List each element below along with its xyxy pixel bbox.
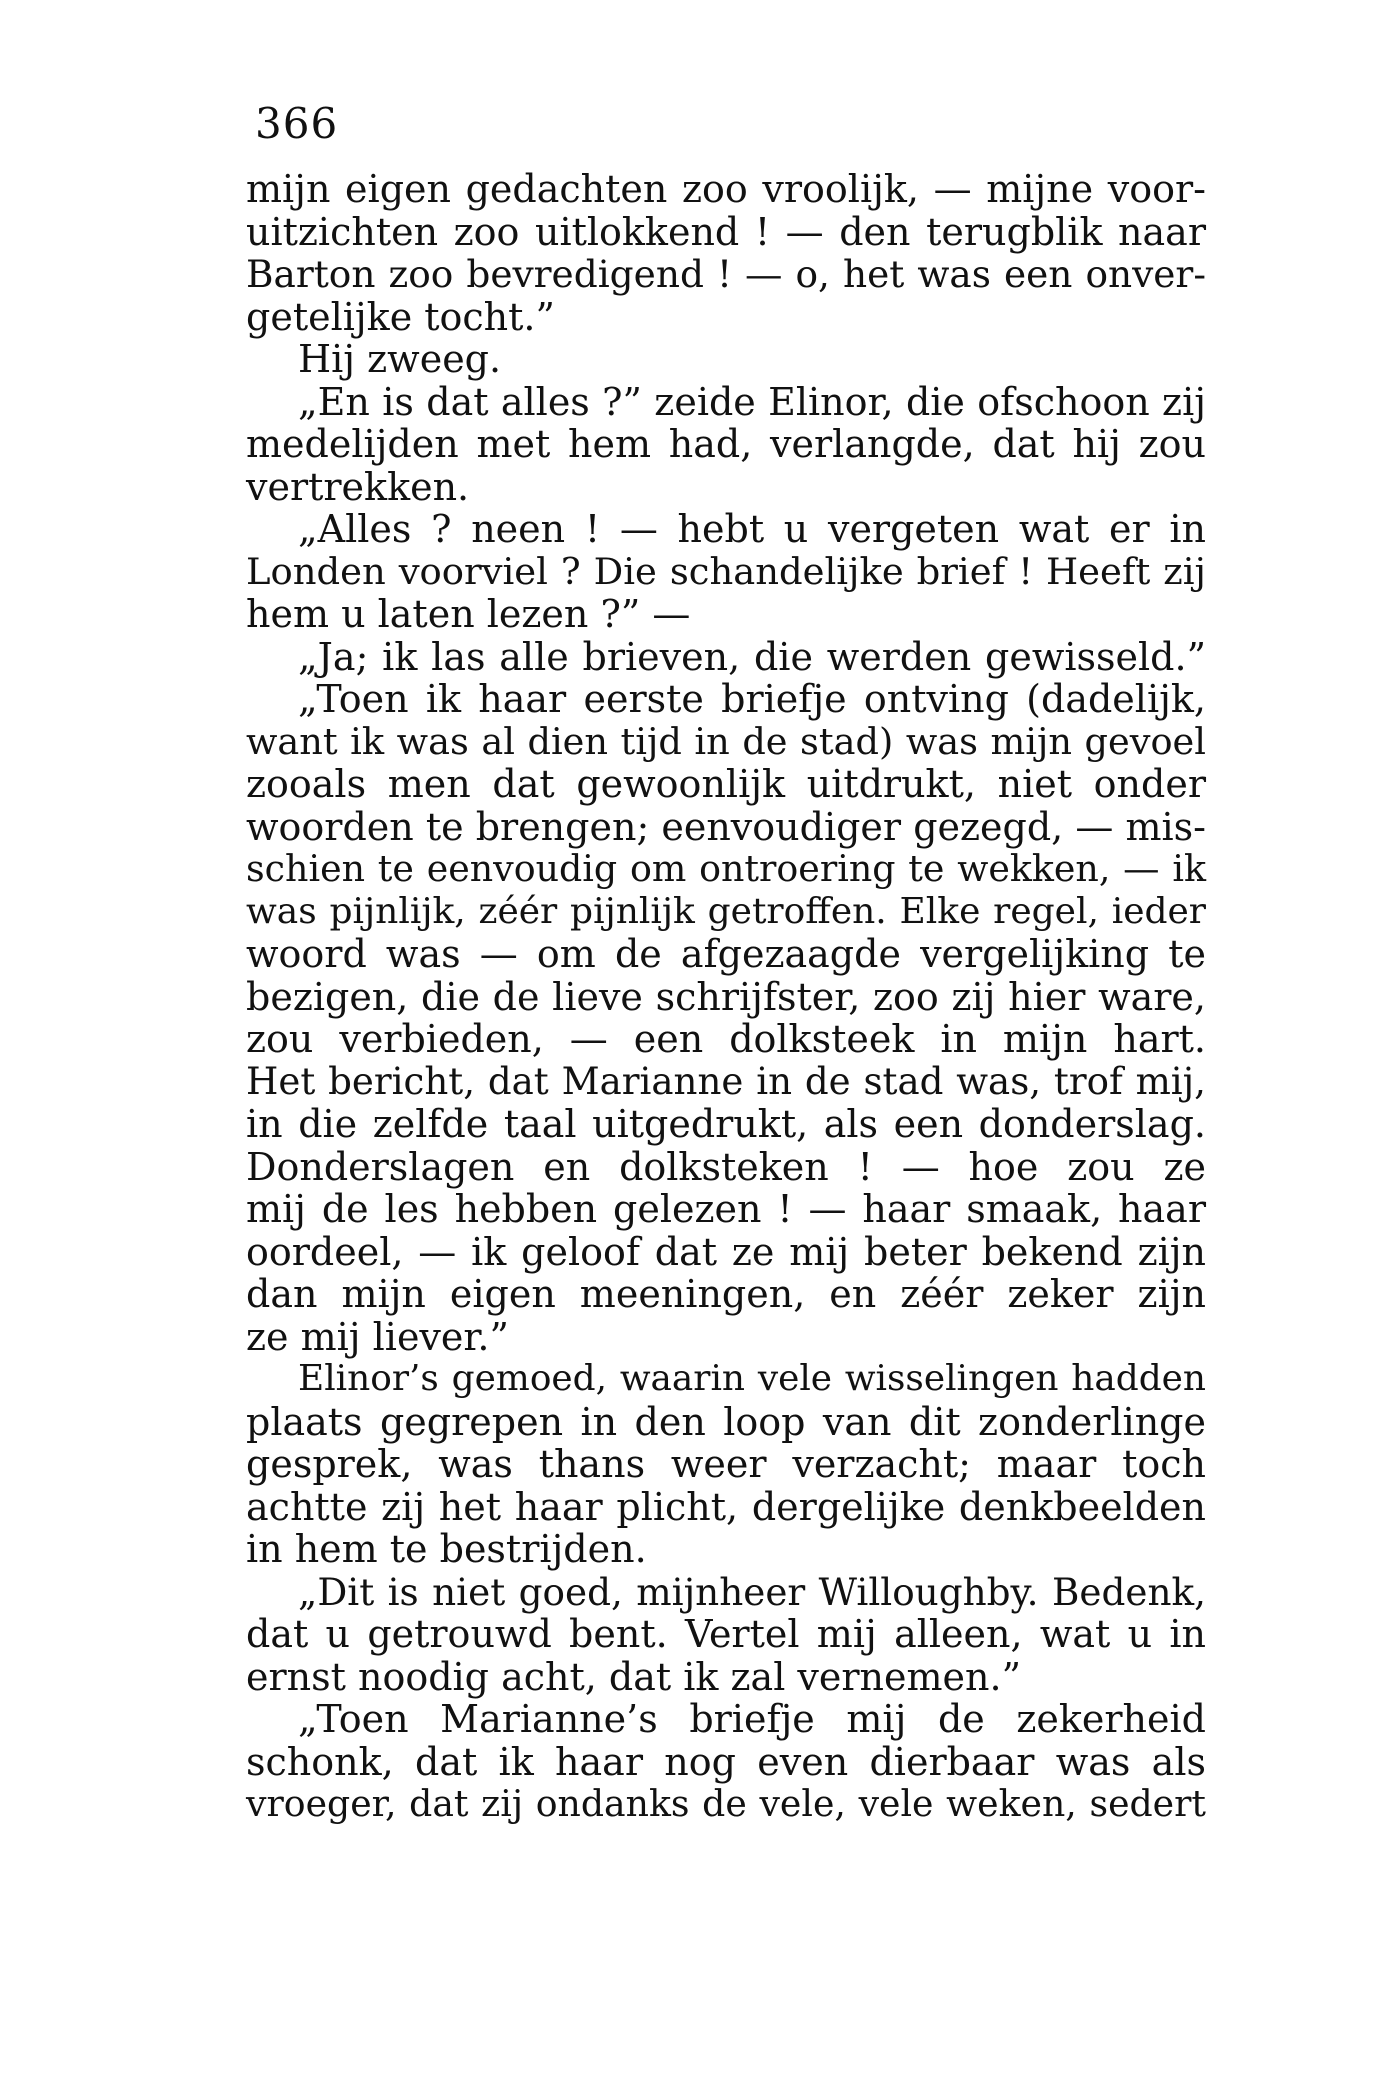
text-line: mij de les hebben gelezen ! — haar smaak, haar <box>246 1187 1206 1231</box>
text-line: uitzichten zoo uitlokkend ! — den terugblik naar <box>246 209 1206 254</box>
text-line: achtte zij het haar plicht, dergelijke denkbeelden <box>246 1484 1206 1529</box>
text-line: gesprek, was thans weer verzacht; maar toch <box>246 1442 1206 1486</box>
text-line: „Dit is niet goed, mijnheer Willoughby. Bedenk, <box>298 1569 1206 1614</box>
text-line: Barton zoo bevredigend ! — o, het was een onver- <box>246 252 1206 296</box>
text-line: „Alles ? neen ! — hebt u vergeten wat er in <box>298 507 1206 551</box>
text-line: vertrekken. <box>246 464 470 509</box>
body-text <box>246 168 1206 1826</box>
text-line: plaats gegrepen in den loop van dit zonderlinge <box>246 1399 1206 1444</box>
text-line: „Ja; ik las alle brieven, die werden gewisseld.” <box>298 634 1206 679</box>
text-line: Het bericht, dat Marianne in de stad was, trof mij, <box>246 1059 1206 1103</box>
text-line: hem u laten lezen ?” — <box>246 592 691 636</box>
text-line: in die zelfde taal uitgedrukt, als een donderslag. <box>246 1102 1206 1146</box>
text-line: dat u getrouwd bent. Vertel mij alleen, wat u in <box>246 1612 1206 1656</box>
text-line: ze mij liever.” <box>246 1314 509 1359</box>
page-number: 366 <box>255 99 339 148</box>
text-line: was pijnlijk, zéér pijnlijk getroffen. Elke regel, ieder <box>246 890 1206 932</box>
text-line: vroeger, dat zij ondanks de vele, vele weken, sedert <box>246 1782 1206 1825</box>
text-line: mijn eigen gedachten zoo vroolijk, — mijne voor- <box>246 167 1206 211</box>
text-line: zooals men dat gewoonlijk uitdrukt, niet onder <box>246 762 1206 806</box>
text-line: getelijke tocht.” <box>246 294 555 339</box>
text-line: „Toen ik haar eerste briefje ontving (dadelijk, <box>298 677 1206 721</box>
text-line: ernst noodig acht, dat ik zal vernemen.” <box>246 1654 1022 1699</box>
text-line: woord was — om de afgezaagde vergelijking te <box>246 932 1206 976</box>
text-line: woorden te brengen; eenvoudiger gezegd, — mis- <box>246 804 1206 849</box>
text-line: oordeel, — ik geloof dat ze mij beter bekend zijn <box>246 1229 1206 1274</box>
text-line: Londen voorviel ? Die schandelijke brief ! Heeft zij <box>246 549 1206 593</box>
text-line: want ik was al dien tijd in de stad) was mijn gevoel <box>246 719 1206 763</box>
text-line: bezigen, die de lieve schrijfster, zoo zij hier ware, <box>246 974 1206 1019</box>
text-line: schien te eenvoudig om ontroering te wekken, — ik <box>246 847 1206 890</box>
text-line: zou verbieden, — een dolksteek in mijn hart. <box>246 1017 1206 1061</box>
text-line: Hij zweeg. <box>298 337 502 381</box>
text-line: medelijden met hem had, verlangde, dat hij zou <box>246 422 1206 466</box>
text-line: „Toen Marianne’s briefje mij de zekerheid <box>298 1697 1206 1741</box>
text-line: Elinor’s gemoed, waarin vele wisselingen hadden <box>298 1358 1206 1399</box>
text-line: Donderslagen en dolksteken ! — hoe zou ze <box>246 1144 1206 1189</box>
text-line: dan mijn eigen meeningen, en zéér zeker zijn <box>246 1272 1206 1316</box>
text-line: schonk, dat ik haar nog even dierbaar was als <box>246 1739 1206 1784</box>
text-line: in hem te bestrijden. <box>246 1527 647 1571</box>
text-line: „En is dat alles ?” zeide Elinor, die ofschoon zij <box>298 379 1206 424</box>
